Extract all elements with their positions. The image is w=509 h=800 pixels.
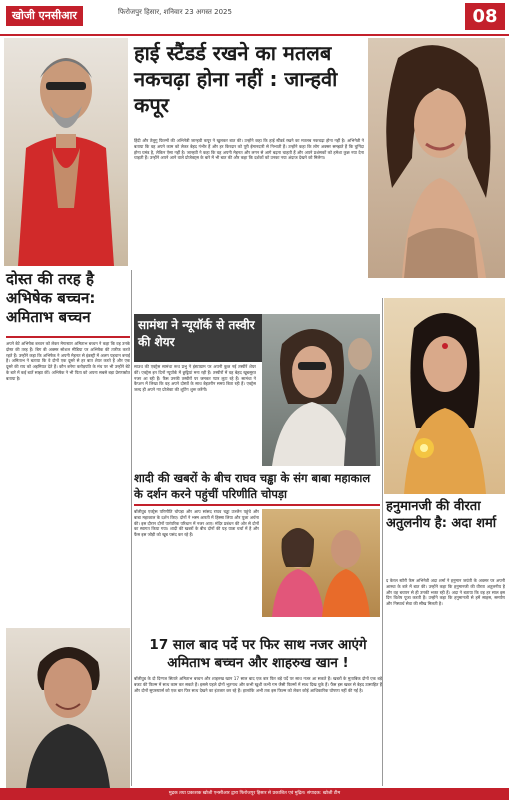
brand-logo: खोजी एनसीआर (6, 6, 83, 26)
amitabh-illustration (4, 38, 128, 266)
article2-body: अपने बेटे अभिषेक बच्चन को लेकर मेगास्टार अमिताभ बच्चन ने कहा कि वह उनके दोस्त की तरह हैं। बिग बी अक्सर सोशल मीडिया पर अभिषेक की तारीफ करते रहते हैं। उन्होंने कहा कि अभिषेक ने अपनी मेहनत से इंडस्ट्री में अलग पहचान बनाई है। अमिताभ ने बताया कि वे दोनों एक दूसरे से हर बात शेयर करते हैं और एक दूसरे की राय को अहमियत देते हैं। कौन बनेगा करोड़पति के मंच पर भी उन्होंने बेटे के बारे में कई बातें साझा कीं। अभिषेक ने भी पिता को अपना सबसे बड़ा प्रेरणास्रोत बताया है। (6, 341, 130, 381)
article6-body: बॉलीवुड के दो दिग्गज सितारे अमिताभ बच्चन और शाहरुख खान 17 साल बाद एक बार फिर बड़े पर्दे पर साथ नजर आ सकते हैं। खबरों के मुताबिक दोनों एक बड़े बजट की फिल्म में साथ काम कर सकते हैं। इससे पहले दोनों भूतनाथ और कभी खुशी कभी गम जैसी फिल्मों में साथ दिख चुके हैं। फैंस इस खबर से बेहद उत्साहित हैं और दोनों सुपरस्टार्स को एक बार फिर साथ देखने का इंतजार कर रहे हैं। हालांकि अभी तक इस फिल्म को लेकर कोई आधिकारिक घोषणा नहीं की गई है। (134, 676, 382, 693)
article4-body-cont (262, 620, 380, 632)
samantha-illustration (262, 314, 380, 466)
divider-bar (6, 336, 130, 338)
article3-headline: सामंथा ने न्यूयॉर्क से तस्वीर की शेयर (134, 314, 265, 362)
article1-body: हिंदी और तेलुगु फिल्मों की अभिनेत्री जान्हवी कपूर ने खुलकर बात की। उन्होंने कहा कि हाई स्टैंडर्ड रखने का मतलब नकचढ़ा होना नहीं है। अभिनेत्री ने बताया कि वह अपने काम को लेकर बेहद गंभीर हैं और हर किरदार को पूरी ईमानदारी से निभाती हैं। उन्होंने कहा कि लोग अक्सर समझते हैं कि चुनिंदा होना घमंड है, लेकिन ऐसा नहीं है। जान्हवी ने कहा कि वह अपनी मेहनत और लगन से आगे बढ़ना चाहती हैं और अपने प्रशंसकों को हमेशा कुछ नया देना चाहती हैं। उन्होंने अपने आने वाले प्रोजेक्ट्स के बारे में भी बात की और कहा कि दर्शकों को उनका नया अंदाज देखने को मिलेगा। (134, 138, 364, 161)
article5-body: द केरल स्टोरी फेम अभिनेत्री अदा शर्मा ने हनुमान जयंती के अवसर पर अपनी आस्था के बारे में बात की। उन्होंने कहा कि हनुमानजी की वीरता अतुलनीय है और वह बचपन से ही उनकी भक्त रही हैं। अदा ने बताया कि वह हर साल इस दिन विशेष पूजा करती हैं। उन्होंने कहा कि हनुमानजी से हमें साहस, समर्पण और निस्वार्थ सेवा की सीख मिलती है। (386, 578, 505, 607)
article1-headline: हाई स्टैंडर्ड रखने का मतलब नकचढ़ा होना नहीं : जान्हवी कपूर (134, 41, 338, 117)
article4-body: बॉलीवुड एक्ट्रेस परिणीति चोपड़ा और आप सांसद राघव चड्ढा उज्जैन पहुंचे और बाबा महाकाल के दर्शन किए। दोनों ने भस्म आरती में हिस्सा लिया और पूजा अर्चना की। इस दौरान दोनों पारंपरिक परिधान में नजर आए। मंदिर प्रबंधन की ओर से दोनों का स्वागत किया गया। शादी की खबरों के बीच दोनों की यह यात्रा चर्चा में है और फैंस इस जोड़ी को खूब पसंद कर रहे हैं। (134, 509, 259, 538)
dateline: फिरोजपुर हिसार, शनिवार 23 अगस्त 2025 (118, 8, 232, 16)
amitabh-photo (4, 38, 128, 266)
page-number: 08 (465, 3, 505, 30)
janhvi-photo (368, 38, 505, 278)
janhvi-illustration (368, 38, 505, 278)
footer-bar (0, 788, 509, 800)
shahrukh-illustration (6, 628, 130, 788)
article4-headline: शादी की खबरों के बीच राघव चड्ढा के संग बाबा महाकाल के दर्शन करने पहुंचीं परिणीति चोपड़ा (134, 471, 371, 501)
ada-illustration (384, 298, 505, 494)
article6-headline: 17 साल बाद पर्दे पर फिर साथ नजर आएंगे अमिताभ बच्चन और शाहरुख खान ! (149, 637, 367, 671)
article3-body: साउथ की एक्ट्रेस सामंथा रूथ प्रभु ने इंस्टाग्राम पर अपनी कुछ नई तस्वीरें शेयर कीं। एक्ट्रेस इन दिनों न्यूयॉर्क में छुट्टियां मना रही हैं। तस्वीरों में वह बेहद खूबसूरत नजर आ रही हैं। फैंस उनकी तस्वीरों पर जमकर प्यार लुटा रहे हैं। सामंथा ने कैप्शन में लिखा कि वह अपने दोस्तों के साथ बेहतरीन समय बिता रही हैं। एक्ट्रेस जल्द ही अपने नए प्रोजेक्ट की शूटिंग शुरू करेंगी। (134, 364, 256, 393)
masthead (0, 0, 509, 36)
column-divider (131, 270, 132, 786)
article2-headline: दोस्त की तरह है अभिषेक बच्चन: अमिताभ बच्चन (6, 270, 96, 326)
footer-text: मुद्रक तथा प्रकाशक खोजी एनसीआर द्वारा फिरोजपुर हिसार से प्रकाशित एवं मुद्रित। संपादक: खोजी टीम (168, 791, 341, 796)
ada-photo (384, 298, 505, 494)
column-divider (382, 298, 383, 786)
article5-headline: हनुमानजी की वीरता अतुलनीय है: अदा शर्मा (386, 499, 497, 531)
parineeti-photo (262, 509, 380, 617)
divider-bar (134, 504, 380, 506)
samantha-photo (262, 314, 380, 466)
parineeti-illustration (262, 509, 380, 617)
shahrukh-photo (6, 628, 130, 788)
